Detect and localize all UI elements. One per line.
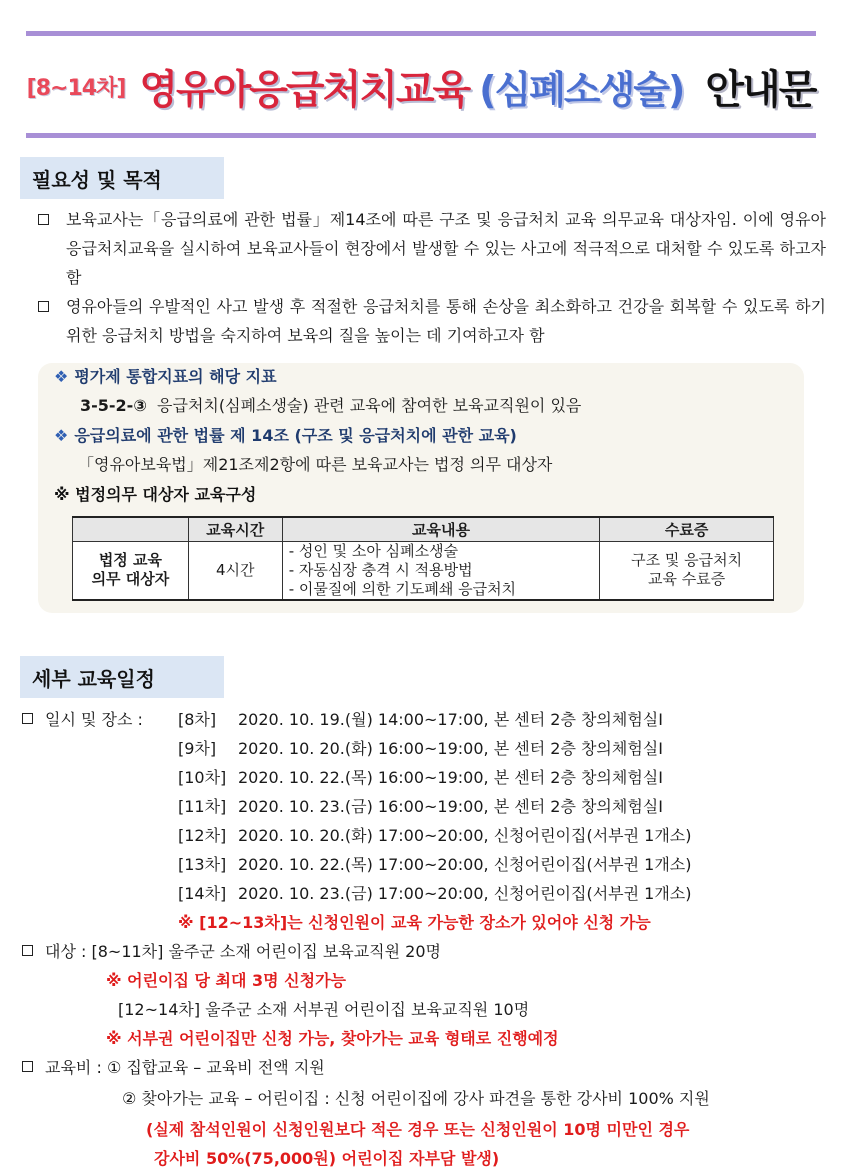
panel-item-text: 「영유아보육법」제21조제2항에 따른 보육교사는 법정 의무 대상자	[78, 455, 553, 474]
fee-row: ② 찾아가는 교육 – 어린이집 : 신청 어린이집에 강사 파견을 통한 강사비 100% 지원	[122, 1089, 710, 1108]
bullet-text: 영유아들의 우발적인 사고 발생 후 적절한 응급처치를 통해 손상을 최소화하고 건강을 회복할 수 있도록 하기 위한 응급처치 방법을 숙지하여 보육의 질을 높이는 데 기여하고자 함	[66, 297, 826, 345]
table-caption: ※ 법정의무 대상자 교육구성	[54, 485, 257, 504]
target-note: ※ 서부권 어린이집만 신청 가능, 찾아가는 교육 형태로 진행예정	[106, 1029, 559, 1048]
diamond-bullet-icon: ❖	[54, 426, 69, 445]
panel-item-title: ❖ 응급의료에 관한 법률 제 14조 (구조 및 응급처치에 관한 교육)	[54, 426, 517, 445]
page-title	[26, 56, 816, 116]
table-cell-contents: - 성인 및 소아 심폐소생술 - 자동심장 충격 시 적용방법 - 이물질에 의한 기도폐쇄 응급처치	[282, 541, 600, 600]
square-bullet-icon	[38, 301, 49, 312]
diamond-bullet-icon: ❖	[54, 367, 69, 386]
fee-note: 강사비 50%(75,000원) 어린이집 자부담 발생)	[154, 1149, 500, 1168]
schedule-row: [12차] 2020. 10. 20.(화) 17:00~20:00, 신청어린이집(서부권 1개소)	[178, 826, 692, 845]
bottom-divider	[26, 133, 816, 138]
title-end: 안내문	[705, 66, 816, 113]
schedule-row: [13차] 2020. 10. 22.(목) 17:00~20:00, 신청어린이집(서부권 1개소)	[178, 855, 692, 874]
square-bullet-icon	[22, 713, 33, 724]
schedule-note: ※ [12~13차]는 신청인원이 교육 가능한 장소가 있어야 신청 가능	[178, 913, 651, 932]
square-bullet-icon	[22, 1061, 33, 1072]
title-sub: (심폐소생술)	[479, 67, 684, 112]
schedule-row: [11차] 2020. 10. 23.(금) 16:00~19:00, 본 센터 2층 창의체험실Ⅰ	[178, 797, 663, 816]
target-note: ※ 어린이집 당 최대 3명 신청가능	[106, 971, 347, 990]
table-cell-hours: 4시간	[188, 541, 282, 600]
target-row: 대상 : [8~11차] 울주군 소재 어린이집 보육교직원 20명	[22, 937, 441, 966]
schedule-label-row: 일시 및 장소 :	[22, 705, 143, 734]
fee-row: 교육비 : ① 집합교육 – 교육비 전액 지원	[22, 1053, 325, 1082]
panel-item-title: ❖ 평가제 통합지표의 해당 지표	[54, 367, 277, 386]
section-heading-purpose: 필요성 및 목적	[20, 157, 224, 199]
schedule-row: [8차] 2020. 10. 19.(월) 14:00~17:00, 본 센터 2층 창의체험실Ⅰ	[178, 710, 663, 729]
schedule-row: [9차] 2020. 10. 20.(화) 16:00~19:00, 본 센터 2층 창의체험실Ⅰ	[178, 739, 663, 758]
purpose-bullet	[34, 292, 826, 350]
target-row: [12~14차] 울주군 소재 서부권 어린이집 보육교직원 10명	[118, 1000, 530, 1019]
education-table	[72, 516, 774, 601]
square-bullet-icon	[38, 214, 49, 225]
panel-item-text: 3-5-2-③ 응급처치(심폐소생술) 관련 교육에 참여한 보육교직원이 있음	[80, 396, 582, 415]
table-header-cell: 교육시간	[188, 517, 282, 541]
schedule-row: [14차] 2020. 10. 23.(금) 17:00~20:00, 신청어린이집(서부권 1개소)	[178, 884, 692, 903]
table-header-cell: 교육내용	[282, 517, 600, 541]
indicator-code: 3-5-2-③	[80, 396, 147, 415]
top-divider	[26, 31, 816, 36]
schedule-row: [10차] 2020. 10. 22.(목) 16:00~19:00, 본 센터 2층 창의체험실Ⅰ	[178, 768, 663, 787]
section-heading-schedule: 세부 교육일정	[20, 656, 224, 698]
title-prefix: [8~14차]	[26, 75, 126, 101]
bullet-text: 보육교사는「응급의료에 관한 법률」제14조에 따른 구조 및 응급처치 교육 의무교육 대상자임. 이에 영유아응급처치교육을 실시하여 보육교사들이 현장에서 발생할 수 있는 사고에 적극적으로 대처할 수 있도록 하고자 함	[66, 210, 826, 287]
purpose-bullet	[34, 205, 826, 292]
table-row-header: 법정 교육 의무 대상자	[73, 541, 189, 600]
title-main: 영유아응급처치교육	[139, 66, 470, 113]
table-header-cell: 수료증	[600, 517, 774, 541]
table-cell-certificate: 구조 및 응급처치 교육 수료증	[600, 541, 774, 600]
table-header-cell	[73, 517, 189, 541]
purpose-bullets	[34, 205, 826, 350]
fee-note: (실제 참석인원이 신청인원보다 적은 경우 또는 신청인원이 10명 미만인 경우	[146, 1120, 690, 1139]
square-bullet-icon	[22, 945, 33, 956]
